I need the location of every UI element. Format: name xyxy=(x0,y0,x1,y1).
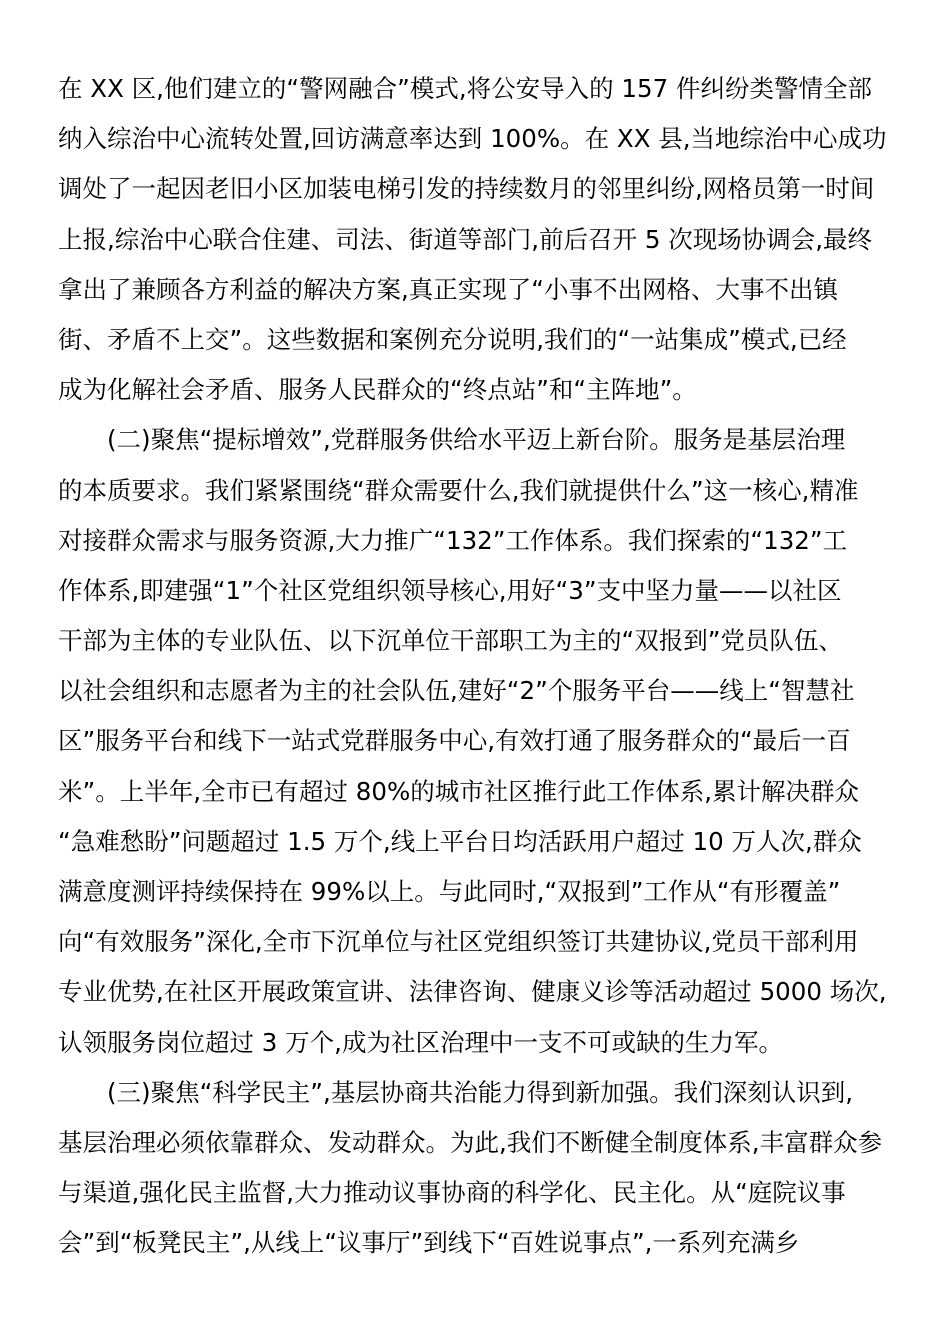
text-line: 专业优势,在社区开展政策宣讲、法律咨询、健康义诊等活动超过 5000 场次, xyxy=(58,977,887,1007)
text-line: 纳入综治中心流转处置,回访满意率达到 100%。在 XX 县,当地综治中心成功 xyxy=(58,124,887,154)
text-line: 作体系,即建强“1”个社区党组织领导核心,用好“3”支中坚力量——以社区 xyxy=(58,575,842,605)
text-line: 以社会组织和志愿者为主的社会队伍,建好“2”个服务平台——线上“智慧社 xyxy=(58,676,855,706)
text-line: 对接群众需求与服务资源,大力推广“132”工作体系。我们探索的“132”工 xyxy=(58,525,848,555)
text-line: 拿出了兼顾各方利益的解决方案,真正实现了“小事不出网格、大事不出镇 xyxy=(58,274,838,304)
text-line: 认领服务岗位超过 3 万个,成为社区治理中一支不可或缺的生力军。 xyxy=(58,1027,783,1057)
text-line: 调处了一起因老旧小区加装电梯引发的持续数月的邻里纠纷,网格员第一时间 xyxy=(58,174,875,204)
text-line: 街、矛盾不上交”。这些数据和案例充分说明,我们的“一站集成”模式,已经 xyxy=(58,324,847,354)
text-line: 会”到“板凳民主”,从线上“议事厅”到线下“百姓说事点”,一系列充满乡 xyxy=(58,1228,800,1258)
text-line: 米”。上半年,全市已有超过 80%的城市社区推行此工作体系,累计解决群众 xyxy=(58,776,860,806)
text-line: 在 XX 区,他们建立的“警网融合”模式,将公安导入的 157 件纠纷类警情全部 xyxy=(58,74,872,103)
text-line: 的本质要求。我们紧紧围绕“群众需要什么,我们就提供什么”这一核心,精准 xyxy=(58,475,859,505)
section-heading-line-3: (三)聚焦“科学民主”,基层协商共治能力得到新加强。我们深刻认识到, xyxy=(107,1077,854,1107)
text-line: “急难愁盼”问题超过 1.5 万个,线上平台日均活跃用户超过 10 万人次,群众 xyxy=(58,826,862,856)
text-line: 成为化解社会矛盾、服务人民群众的“终点站”和“主阵地”。 xyxy=(58,375,697,405)
text-line: 向“有效服务”深化,全市下沉单位与社区党组织签订共建协议,党员干部利用 xyxy=(58,927,859,957)
text-line: 干部为主体的专业队伍、以下沉单位干部职工为主的“双报到”党员队伍、 xyxy=(58,626,843,656)
text-line: 区”服务平台和线下一站式党群服务中心,有效打通了服务群众的“最后一百 xyxy=(58,726,851,756)
text-line: 满意度测评持续保持在 99%以上。与此同时,“双报到”工作从“有形覆盖” xyxy=(58,877,841,906)
section-heading-line-2: (二)聚焦“提标增效”,党群服务供给水平迈上新台阶。服务是基层治理 xyxy=(107,425,846,455)
text-line: 与渠道,强化民主监督,大力推动议事协商的科学化、民主化。从“庭院议事 xyxy=(58,1178,846,1208)
body-text xyxy=(58,64,898,1269)
text-line: 上报,综治中心联合住建、司法、街道等部门,前后召开 5 次现场协调会,最终 xyxy=(58,224,873,254)
text-line: 基层治理必须依靠群众、发动群众。为此,我们不断健全制度体系,丰富群众参 xyxy=(58,1127,883,1157)
